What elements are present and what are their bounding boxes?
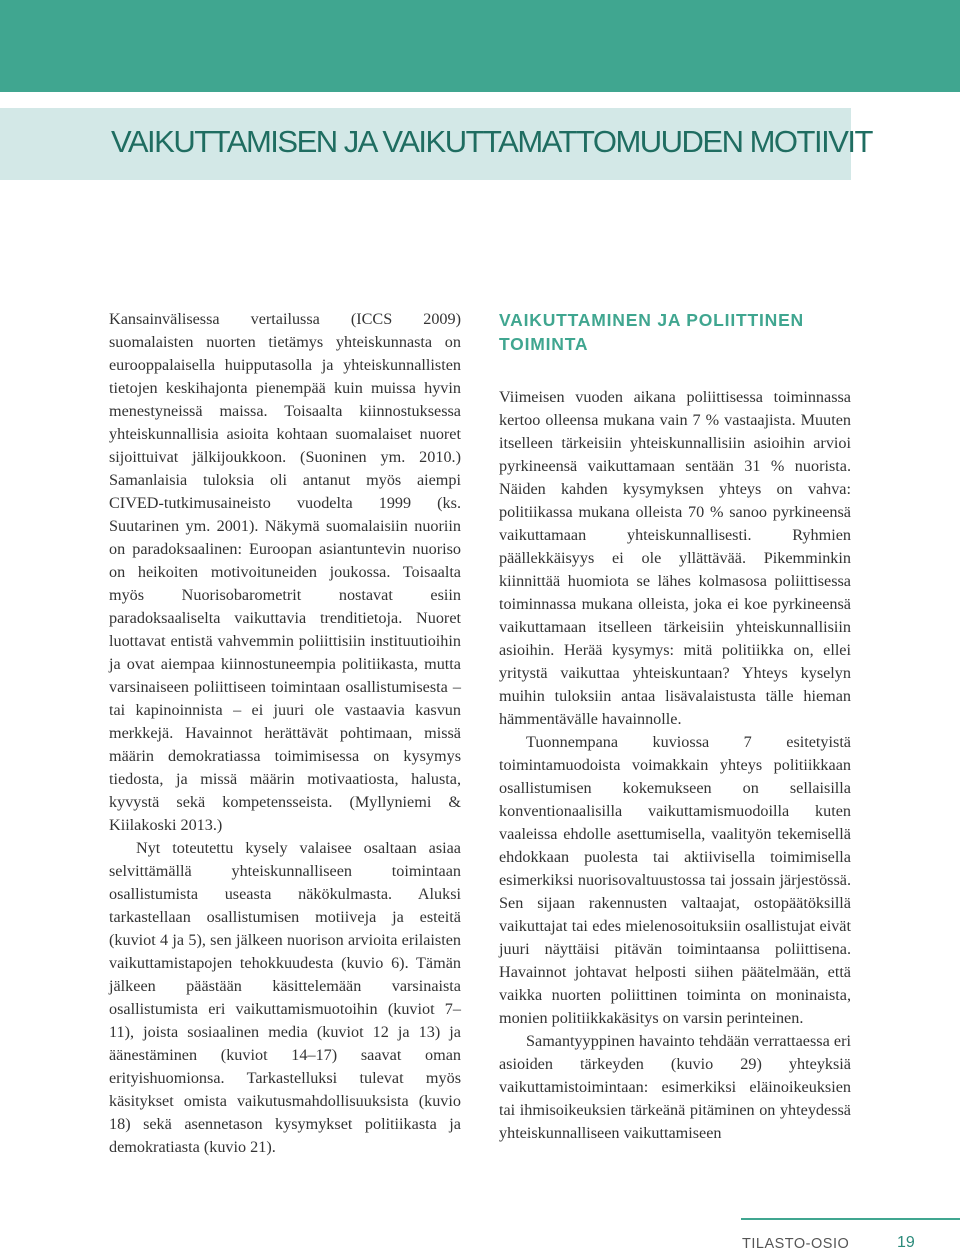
body-paragraph: Samantyyppinen havainto tehdään verrattaessa eri asioiden tärkeyden (kuvio 29) yhteyksiä vaikuttamistoimintaan: esimerkiksi eläinoikeuksien tai ihmisoikeuksien tärkeänä pitäminen on yhteydessä yhteiskunnalliseen vaikuttamiseen — [499, 1032, 851, 1142]
section-heading: VAIKUTTAMINEN JA POLIITTINEN TOIMINTA — [499, 310, 804, 354]
body-paragraph: Kansainvälisessa vertailussa (ICCS 2009) suomalaisten nuorten tietämys yhteiskunnasta on eurooppalaisella huipputasolla ja yhteiskunnallisten tietojen keskihajonta pienempää kuin muissa hyvin menestyneissä maissa. Toisaalta kiinnostuksessa yhteiskunnallisia asioita kohtaan suomalaiset nuoret sijoittuivat jälkijoukkoon. (Suoninen ym. 2010.) Samanlaisia tuloksia oli antanut myös aiempi CIVED-tutkimusaineisto vuodelta 1999 (ks. Suutarinen ym. 2001). Näkymä suomalaisiin nuoriin on paradoksaalinen: Euroopan asiantuntevin nuoriso on heikoiten motivoituneiden joukossa. Toisaalta myös Nuorisobarometrit nostavat esiin paradoksaaliselta vaikuttavia trenditietoja. Nuoret luottavat entistä vahvemmin poliittisiin instituutioihin ja ovat aiempaa kiinnostuneempia politiikasta, mutta varsinaiseen poliittiseen toimintaan osallistumisesta – tai kapinoinnista – ei juuri ole vastaavia kasvun merkkejä. Havainnot herättävät pohtimaan, missä määrin demokratiassa toimimisessa on kysymys tiedosta, ja missä määrin motivaatiosta, halusta, kyvystä sekä kompetensseista. (Myllyniemi & Kiilakoski 2013.) — [109, 310, 461, 834]
body-paragraph: Viimeisen vuoden aikana poliittisessa toiminnassa kertoo olleensa mukana vain 7 % vastaajista. Muuten itselleen tärkeisiin yhteiskunnallisiin asioihin arvioi pyrkineensä vaikuttamaan sentään 31 % nuorista. Näiden kahden kysymyksen yhteys on vahva: politiikassa mukana olleista 70 % sanoo pyrkineensä vaikuttamaan yhteiskunnallisesti. Ryhmien päällekkäisyys ei ole yllättävää. Pikemminkin kiinnittää huomiota se lähes kolmasosa poliittisessa toiminnassa mukana olleista, joka ei koe pyrkineensä vaikuttamaan itselleen tärkeisiin yhteiskunnallisiin asioihin. Herää kysymys: mitä politiikka on, ellei yritystä vaikuttaa yhteiskuntaan? Yhteys kyselyn muihin tuloksiin antaa lisävalaistusta tälle hieman hämmentävälle havainnolle. — [499, 388, 851, 728]
footer-rule — [741, 1218, 960, 1220]
page-number: 19 — [897, 1234, 915, 1251]
page-title: VAIKUTTAMISEN JA VAIKUTTAMATTOMUUDEN MOTIIVIT — [111, 124, 872, 159]
body-paragraph: Tuonnempana kuviossa 7 esitetyistä toimintamuodoista voimakkain yhteys politiikkaan osallistumisen kokemukseen on sellaisilla konventionaalisilla vaikuttamismuodoilla kuten vaaleissa ehdolle asettumisella, vaalityön tekemisellä ehdokkaan puolesta tai aktiivisella toimimisella esimerkiksi nuorisovaltuustossa tai jossain järjestössä. Sen sijaan rakennusten valtaajat, ostopäätöksillä vaikuttajat tai edes mielenosoituksiin osallistujat eivät juuri näyttäisi pitävän toimintaansa poliittisena. Havainnot johtavat helposti siihen päätelmään, että vaikka nuorten poliittinen toiminta on moninaista, monien politiikkakäsitys on varsin perinteinen. — [499, 733, 851, 1027]
right-column — [499, 308, 851, 1145]
footer-section-label: TILASTO-OSIO — [742, 1236, 850, 1252]
body-paragraph: Nyt toteutettu kysely valaisee osaltaan asiaa selvittämällä yhteiskunnalliseen toimintaan osallistumista useasta näkökulmasta. Aluksi tarkastellaan osallistumisen motiiveja ja esteitä (kuviot 4 ja 5), sen jälkeen nuorison arvioita erilaisten vaikuttamistapojen tehokkuudesta (kuvio 6). Tämän jälkeen päästään käsittelemään varsinaista osallistumista eri vaikuttamismuotoihin (kuviot 7–11), joista sosiaalinen media (kuviot 12 ja 13) ja äänestäminen (kuviot 14–17) saavat oman erityishuomionsa. Tarkastelluksi tulevat myös käsitykset omista vaikutusmahdollisuuksista (kuvio 18) sekä asennetason kysymykset politiikasta ja demokratiasta (kuvio 21). — [109, 839, 461, 1156]
top-color-band — [0, 0, 960, 92]
left-column — [109, 308, 461, 1159]
